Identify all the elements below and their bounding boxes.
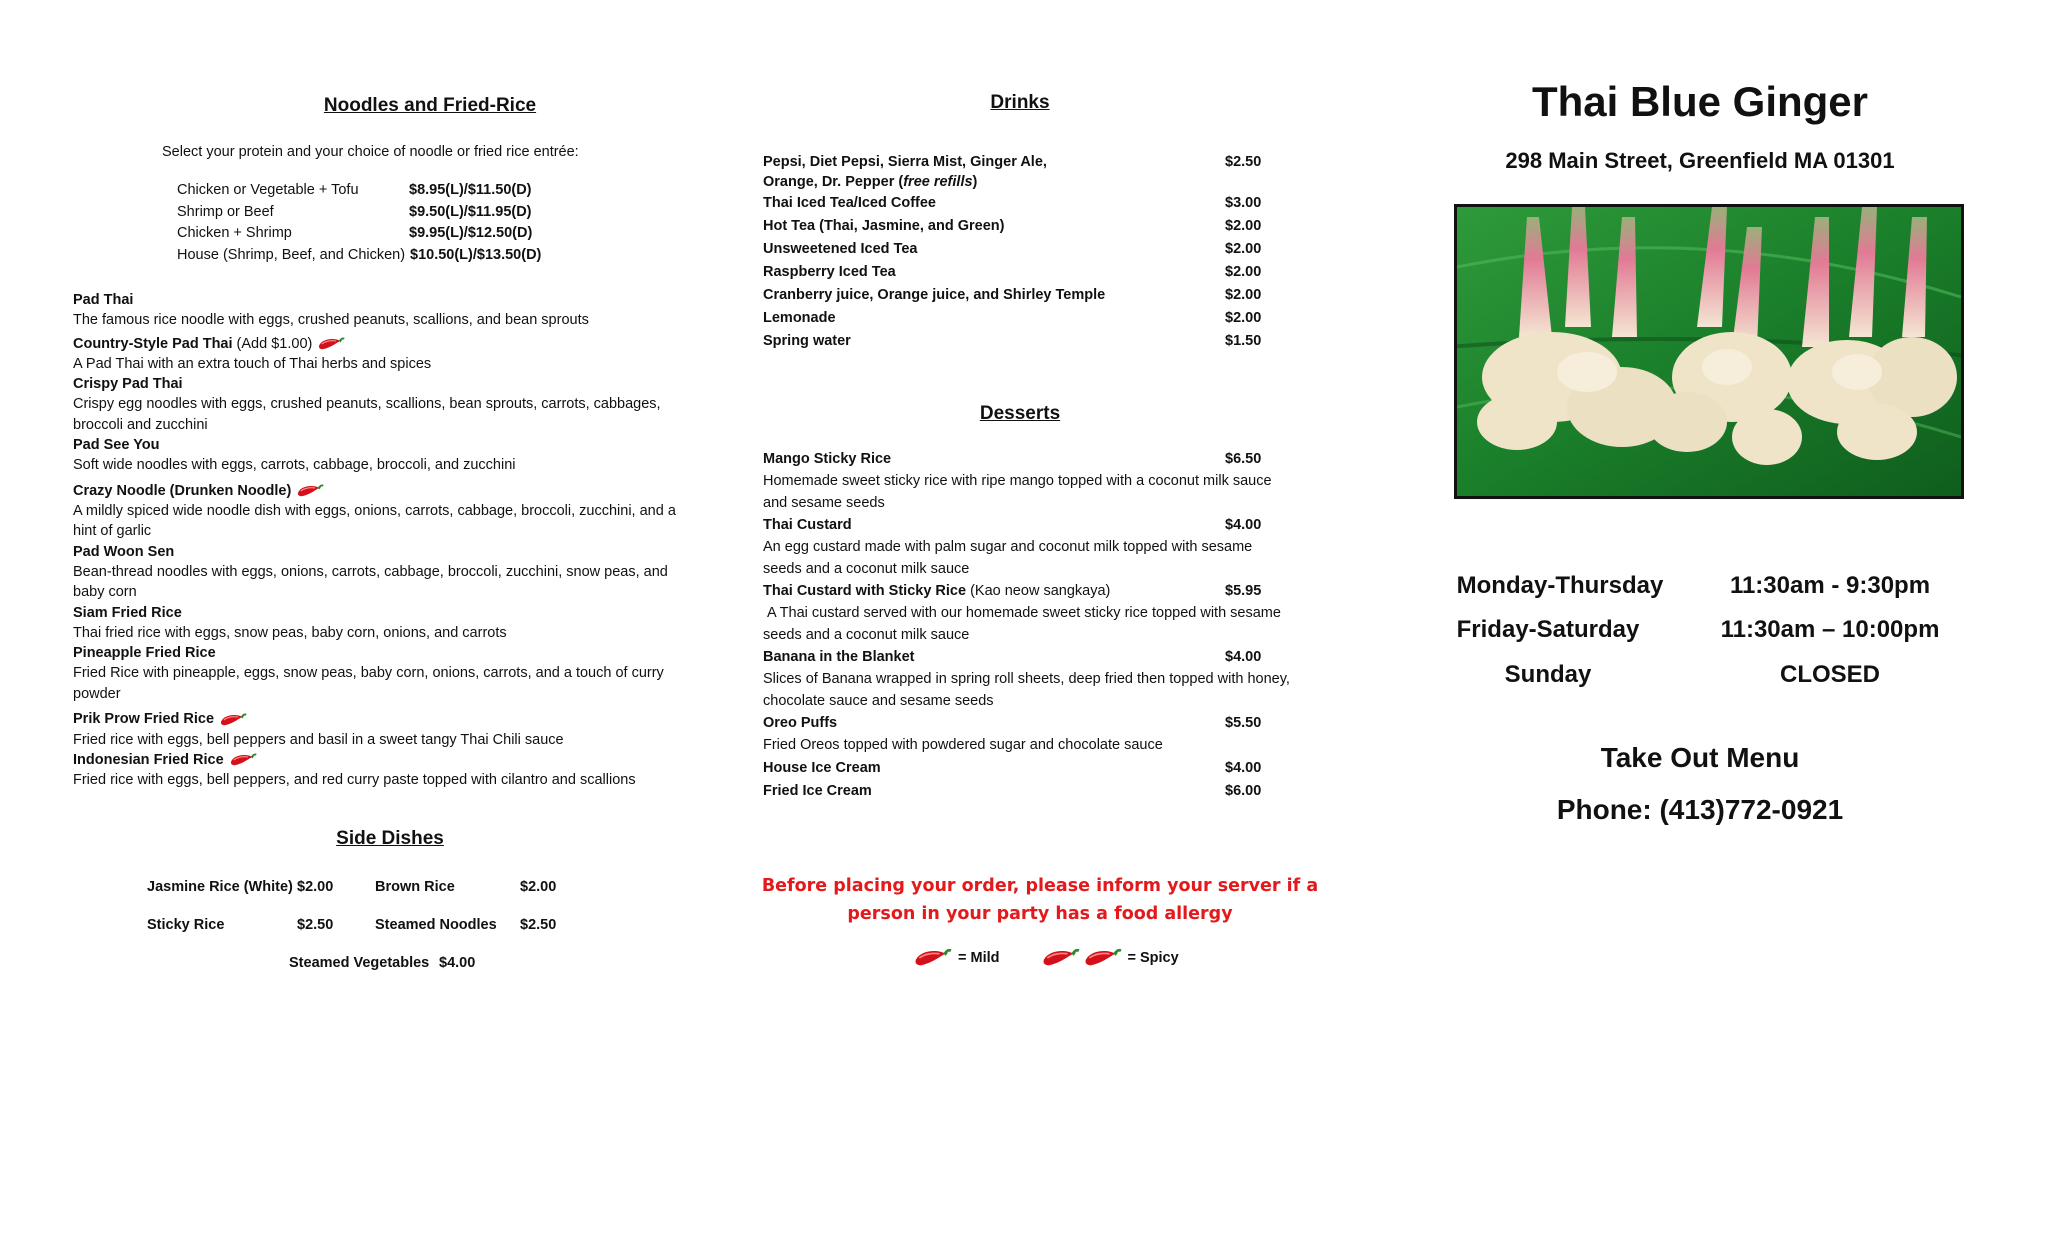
drink-item [763, 284, 1303, 307]
dish-name: Indonesian Fried Rice [73, 752, 224, 769]
side-row [147, 906, 556, 944]
hours-time: 11:30am - 9:30pm [1729, 572, 1931, 599]
dish-name: Pad See You [73, 437, 160, 454]
side-row [147, 868, 556, 906]
dish-item [73, 750, 693, 791]
dish-description: Soft wide noodles with eggs, carrots, cabbage, broccoli, and zucchini [73, 457, 516, 474]
drinks-section-title: Drinks [990, 92, 1050, 113]
dessert-price: $6.00 [1225, 782, 1262, 799]
dessert-item [763, 514, 1323, 580]
side-dish-name: Jasmine Rice (White) [147, 879, 293, 895]
side-row [147, 944, 556, 982]
mild-pepper-icon [217, 710, 247, 730]
dish-item [73, 643, 693, 704]
side-dish-price: $2.00 [297, 879, 334, 895]
drink-price: $1.50 [1225, 333, 1262, 349]
side-dish-name: Sticky Rice [147, 917, 225, 933]
side-dish-price: $2.50 [297, 917, 334, 933]
dish-description: A Pad Thai with an extra touch of Thai herbs and spices [73, 355, 432, 372]
dish-name: Crazy Noodle (Drunken Noodle) [73, 482, 292, 499]
dessert-name: Banana in the Blanket [763, 649, 915, 665]
side-dish-price: $4.00 [439, 955, 476, 971]
dessert-description: Fried Oreos topped with powdered sugar and chocolate sauce [763, 737, 1163, 753]
dish-name: Pad Thai [73, 292, 134, 308]
ginger-root-photo [1454, 204, 1964, 499]
dish-name: Prik Prow Fried Rice [73, 711, 215, 728]
hours-days: Friday-Saturday [1456, 616, 1640, 643]
protein-row [177, 245, 541, 267]
legend-mild-label: = Mild [958, 950, 1000, 966]
legend-spicy-label: = Spicy [1127, 950, 1179, 966]
mild-pepper-icon [294, 481, 324, 501]
drinks-list [763, 152, 1303, 353]
dish-item [73, 334, 693, 375]
dish-item [73, 603, 693, 644]
protein-name: Chicken + Shrimp [177, 225, 292, 241]
drink-price: $3.00 [1225, 195, 1262, 211]
hours-time: CLOSED [1779, 661, 1880, 688]
drink-name: Pepsi, Diet Pepsi, Sierra Mist, Ginger Ale, Orange, Dr. Pepper (free refills) [763, 154, 1047, 190]
protein-name: Chicken or Vegetable + Tofu [177, 182, 359, 198]
dish-item [73, 709, 693, 750]
dessert-name: House Ice Cream [763, 759, 881, 776]
dish-item [73, 290, 693, 331]
desserts-section-title: Desserts [979, 403, 1061, 424]
protein-row [177, 202, 541, 224]
phone-number: Phone: (413)772-0921 [1556, 794, 1844, 825]
dessert-price: $4.00 [1225, 759, 1262, 776]
ginger-image [1457, 207, 1961, 496]
drink-item [763, 307, 1303, 330]
dessert-name: Mango Sticky Rice [763, 451, 892, 467]
mild-pepper-icon [315, 334, 345, 354]
side-dish-name: Steamed Noodles [375, 917, 497, 933]
drink-item [763, 152, 1303, 192]
dessert-price: $6.50 [1225, 451, 1262, 467]
protein-price: $8.95(L)/$11.50(D) [409, 182, 532, 198]
spicy-pepper-icon [1038, 944, 1080, 972]
drink-item [763, 238, 1303, 261]
dessert-item [763, 712, 1323, 757]
drink-name: Thai Iced Tea/Iced Coffee [763, 195, 936, 211]
mild-pepper-icon [910, 944, 952, 972]
dessert-name: Fried Ice Cream [763, 782, 872, 799]
dessert-price: $4.00 [1225, 649, 1262, 665]
drink-item [763, 261, 1303, 284]
dish-name: Pineapple Fried Rice [73, 645, 216, 662]
mild-pepper-icon [227, 750, 257, 770]
dish-description: Bean-thread noodles with eggs, onions, carrots, cabbage, broccoli, zucchini, snow peas, and baby corn [73, 563, 668, 601]
allergy-notice: Before placing your order, please inform your server if a person in your party has a food allergy [761, 876, 1319, 924]
dish-description: Fried rice with eggs, bell peppers, and red curry paste topped with cilantro and scallions [73, 772, 636, 789]
dessert-price: $4.00 [1225, 517, 1262, 533]
dessert-name: Oreo Puffs [763, 715, 838, 731]
take-out-menu-heading: Take Out Menu [1600, 742, 1800, 773]
dessert-price: $5.95 [1225, 583, 1262, 599]
drink-item [763, 192, 1303, 215]
restaurant-address: 298 Main Street, Greenfield MA 01301 [1505, 148, 1895, 173]
protein-row [177, 223, 541, 245]
protein-price-table [177, 180, 541, 266]
dish-extra-price: (Add $1.00) [232, 335, 313, 352]
dessert-description: An egg custard made with palm sugar and coconut milk topped with sesame seeds and a coconut milk sauce [763, 539, 1253, 577]
noodles-section-title: Noodles and Fried-Rice [323, 95, 537, 116]
drink-name: Spring water [763, 333, 851, 349]
dish-item [73, 374, 693, 435]
protein-price: $9.50(L)/$11.95(D) [409, 203, 532, 220]
drink-item [763, 215, 1303, 238]
dessert-name: Thai Custard with Sticky Rice (Kao neow sangkaya) [763, 583, 1111, 599]
dessert-item [763, 780, 1323, 803]
desserts-list [763, 448, 1323, 803]
dish-item [73, 542, 693, 603]
drink-item [763, 330, 1303, 353]
dessert-description: Homemade sweet sticky rice with ripe mango topped with a coconut milk sauce and sesame seeds [763, 473, 1272, 511]
hours-days: Sunday [1504, 661, 1592, 688]
dish-name: Pad Woon Sen [73, 543, 175, 560]
dessert-description: A Thai custard served with our homemade sweet sticky rice topped with sesame seeds and a coconut milk sauce [763, 605, 1285, 643]
dessert-description: Slices of Banana wrapped in spring roll sheets, deep fried then topped with honey, chocolate sauce and sesame seeds [763, 671, 1290, 709]
drink-price: $2.50 [1225, 154, 1262, 170]
dish-item [73, 435, 693, 476]
dessert-name: Thai Custard [763, 517, 852, 533]
drink-price: $2.00 [1225, 241, 1262, 257]
dessert-item [763, 448, 1323, 514]
dish-item [73, 481, 693, 542]
side-dish-name: Steamed Vegetables [289, 955, 430, 971]
drink-name: Unsweetened Iced Tea [763, 241, 918, 257]
dish-description: Crispy egg noodles with eggs, crushed peanuts, scallions, bean sprouts, carrots, cabbages, broccoli and zucchini [73, 396, 661, 433]
protein-row [177, 180, 541, 202]
drink-name: Cranberry juice, Orange juice, and Shirley Temple [763, 287, 1106, 303]
protein-name: Shrimp or Beef [177, 203, 274, 220]
spicy-pepper-icon [1080, 944, 1122, 972]
side-dishes-title: Side Dishes [336, 828, 444, 849]
dessert-item [763, 646, 1323, 712]
side-dish-price: $2.50 [520, 917, 557, 933]
dish-name: Crispy Pad Thai [73, 376, 183, 393]
dish-description: Thai fried rice with eggs, snow peas, baby corn, onions, and carrots [73, 624, 507, 641]
dish-name: Siam Fried Rice [73, 604, 182, 621]
drink-price: $2.00 [1225, 264, 1262, 280]
dessert-item [763, 757, 1323, 780]
side-dish-price: $2.00 [520, 879, 557, 895]
hours-time: 11:30am – 10:00pm [1720, 616, 1940, 643]
dessert-price: $5.50 [1225, 715, 1262, 731]
hours-days: Monday-Thursday [1456, 572, 1664, 599]
restaurant-name: Thai Blue Ginger [1531, 78, 1869, 125]
dish-description: A mildly spiced wide noodle dish with eggs, onions, carrots, cabbage, broccoli, zucchini, and a hint of garlic [73, 502, 676, 540]
drink-name: Raspberry Iced Tea [763, 264, 896, 280]
drink-name: Hot Tea (Thai, Jasmine, and Green) [763, 218, 1005, 234]
protein-price: $10.50(L)/$13.50(D) [410, 246, 542, 263]
dish-description: The famous rice noodle with eggs, crushed peanuts, scallions, and bean sprouts [73, 312, 589, 328]
spice-legend [910, 944, 1179, 972]
dessert-item [763, 580, 1323, 646]
protein-price: $9.95(L)/$12.50(D) [409, 225, 533, 241]
side-dishes-grid [147, 868, 556, 982]
noodles-intro-text: Select your protein and your choice of noodle or fried rice entrée: [162, 144, 579, 160]
dish-description: Fried rice with eggs, bell peppers and basil in a sweet tangy Thai Chili sauce [73, 731, 564, 748]
drink-price: $2.00 [1225, 218, 1262, 234]
drink-price: $2.00 [1225, 287, 1262, 303]
protein-name: House (Shrimp, Beef, and Chicken) [177, 246, 406, 263]
noodle-dish-list [73, 290, 693, 791]
drink-price: $2.00 [1225, 310, 1262, 326]
dish-name: Country-Style Pad Thai [73, 335, 233, 352]
side-dish-name: Brown Rice [375, 879, 455, 895]
drink-name: Lemonade [763, 310, 836, 326]
dish-description: Fried Rice with pineapple, eggs, snow peas, baby corn, onions, carrots, and a touch of curry powder [73, 665, 664, 702]
